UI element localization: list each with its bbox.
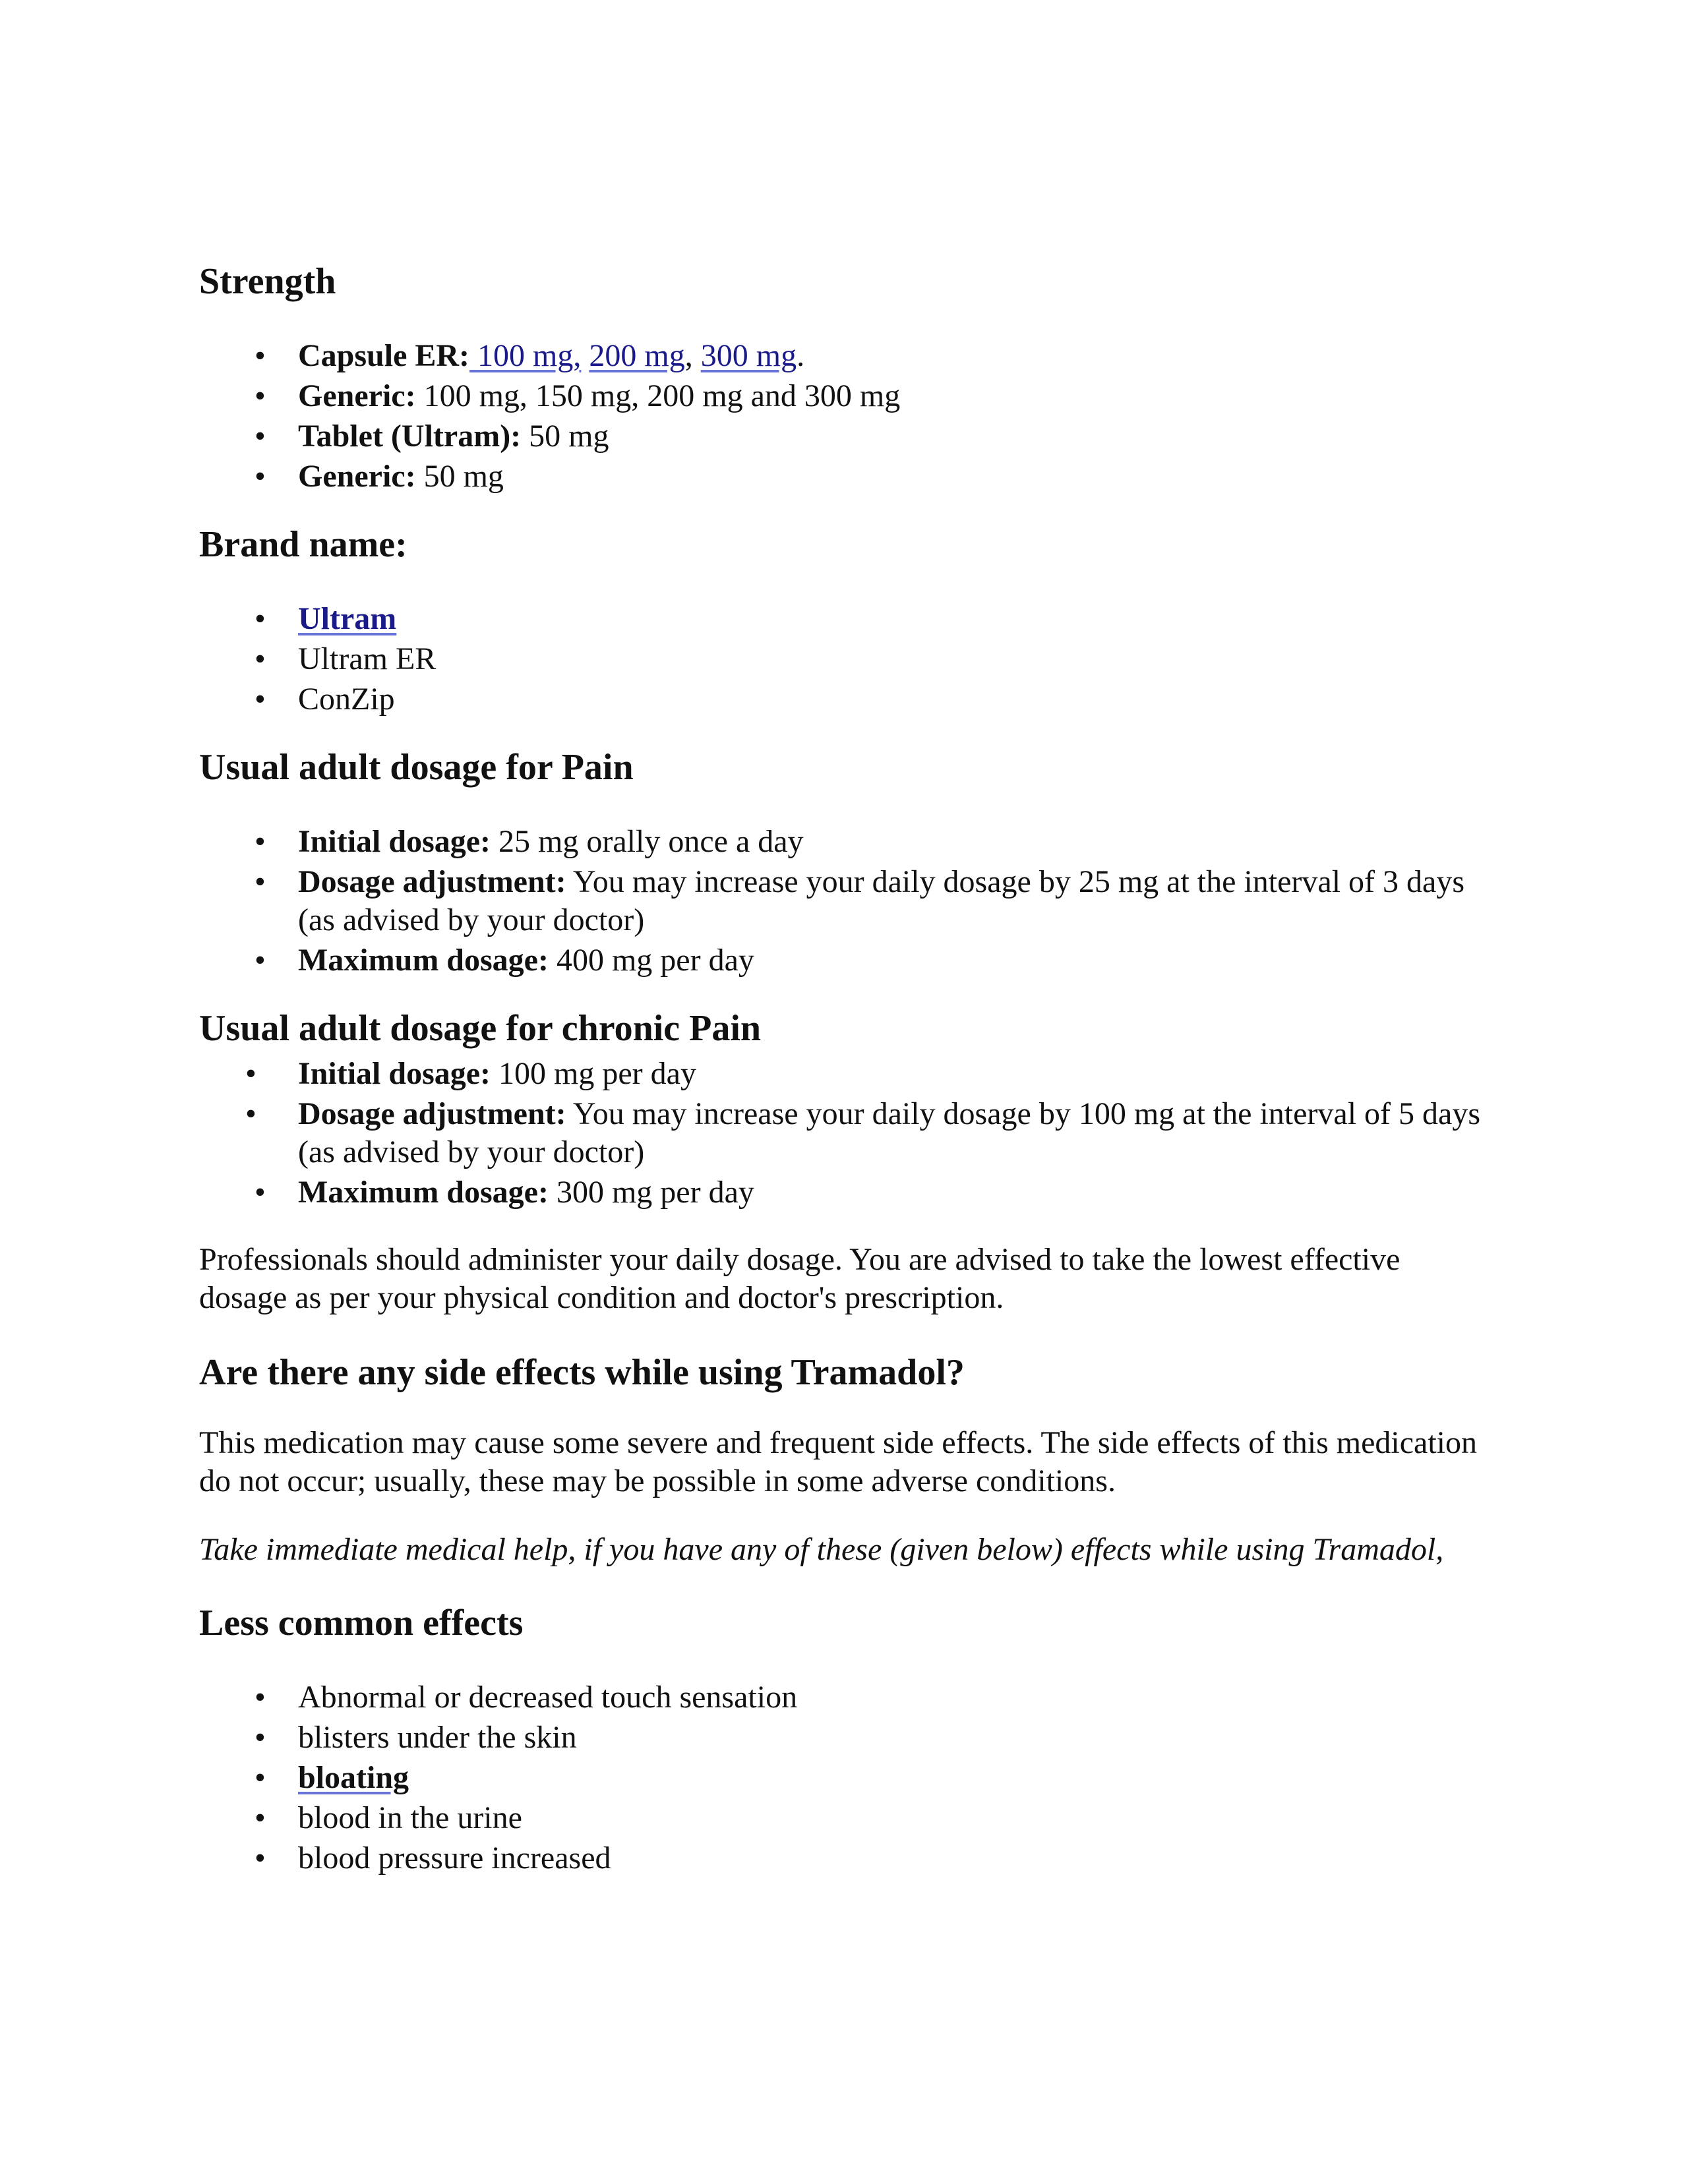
list-item bbox=[199, 1759, 1492, 1797]
item-label: Initial dosage: bbox=[298, 1056, 491, 1091]
bullet-icon: • bbox=[255, 1841, 266, 1875]
separator: , bbox=[684, 338, 701, 373]
list-item bbox=[199, 600, 1492, 638]
professionals-paragraph: Professionals should administer your daily dosage. You are advised to take the lowest effective dosage as per your physical condition and doctor's prescription. bbox=[199, 1242, 1401, 1315]
bullet-icon: • bbox=[255, 864, 266, 899]
item-text: Ultram ER bbox=[298, 641, 437, 676]
bullet-icon: • bbox=[245, 1096, 256, 1131]
list-item bbox=[199, 377, 1492, 415]
bullet-icon: • bbox=[245, 1056, 256, 1091]
bullet-icon: • bbox=[255, 459, 266, 494]
chronic-pain-dosage-heading: Usual adult dosage for chronic Pain bbox=[199, 1008, 762, 1049]
bullet-icon: • bbox=[255, 1175, 266, 1210]
list-item bbox=[199, 680, 1492, 719]
separator: . bbox=[797, 338, 805, 373]
list-item bbox=[199, 337, 1492, 375]
separator bbox=[581, 338, 589, 373]
item-label: Maximum dosage: bbox=[298, 943, 549, 978]
bullet-icon: • bbox=[255, 378, 266, 413]
less-common-effects-list bbox=[199, 1678, 1492, 1877]
link-100mg[interactable]: 100 mg, bbox=[469, 338, 582, 373]
item-label: Dosage adjustment: bbox=[298, 864, 566, 899]
bullet-icon: • bbox=[255, 1680, 266, 1715]
side-effects-paragraph: This medication may cause some severe and frequent side effects. The side effects of this medication do not occur; usually, these may be possible in some adverse conditions. bbox=[199, 1425, 1477, 1498]
document-page bbox=[199, 260, 1492, 1879]
list-item bbox=[199, 1719, 1492, 1757]
link-300mg[interactable]: 300 mg bbox=[700, 338, 797, 373]
item-label: Initial dosage: bbox=[298, 824, 491, 859]
list-item bbox=[199, 640, 1492, 678]
item-text: You may increase your daily dosage by 100 mg at the interval of 5 days (as advised by your doctor) bbox=[298, 1096, 1481, 1169]
list-item bbox=[199, 1839, 1492, 1877]
list-item bbox=[199, 457, 1492, 496]
pain-dosage-heading: Usual adult dosage for Pain bbox=[199, 747, 634, 788]
item-text: ConZip bbox=[298, 682, 395, 717]
item-label: Capsule ER: bbox=[298, 338, 470, 373]
item-text: You may increase your daily dosage by 25 mg at the interval of 3 days (as advised by your doctor) bbox=[298, 864, 1465, 937]
medical-help-note: Take immediate medical help, if you have any of these (given below) effects while using Tramadol, bbox=[199, 1532, 1444, 1567]
list-item bbox=[199, 1799, 1492, 1837]
bullet-icon: • bbox=[255, 601, 266, 636]
bullet-icon: • bbox=[255, 641, 266, 676]
item-label: Generic: bbox=[298, 378, 416, 413]
item-label: Maximum dosage: bbox=[298, 1175, 549, 1210]
item-text: 50 mg bbox=[521, 419, 609, 454]
item-text: 25 mg orally once a day bbox=[491, 824, 804, 859]
list-item bbox=[199, 1055, 1492, 1093]
bullet-icon: • bbox=[255, 1800, 266, 1835]
item-label: Generic: bbox=[298, 459, 416, 494]
bullet-icon: • bbox=[255, 338, 266, 373]
bullet-icon: • bbox=[255, 943, 266, 978]
link-bloating[interactable]: bloating bbox=[298, 1760, 409, 1795]
list-item bbox=[199, 1095, 1492, 1171]
list-item bbox=[199, 823, 1492, 861]
item-text: 100 mg per day bbox=[491, 1056, 696, 1091]
item-label: Tablet (Ultram): bbox=[298, 419, 522, 454]
item-text: 400 mg per day bbox=[548, 943, 754, 978]
list-item bbox=[199, 1173, 1492, 1212]
item-label: Dosage adjustment: bbox=[298, 1096, 566, 1131]
pain-dosage-list bbox=[199, 823, 1492, 980]
list-item bbox=[199, 417, 1492, 456]
chronic-pain-dosage-list bbox=[199, 1055, 1492, 1212]
link-200mg[interactable]: 200 mg bbox=[589, 338, 685, 373]
bullet-icon: • bbox=[255, 682, 266, 717]
bullet-icon: • bbox=[255, 1720, 266, 1755]
item-text: Abnormal or decreased touch sensation bbox=[298, 1680, 798, 1715]
link-ultram[interactable]: Ultram bbox=[298, 601, 397, 636]
brand-name-heading: Brand name: bbox=[199, 524, 407, 565]
bullet-icon: • bbox=[255, 824, 266, 859]
item-text: 50 mg bbox=[415, 459, 504, 494]
item-text: blood in the urine bbox=[298, 1800, 522, 1835]
strength-list bbox=[199, 337, 1492, 496]
less-common-effects-heading: Less common effects bbox=[199, 1603, 524, 1643]
strength-heading: Strength bbox=[199, 261, 336, 302]
list-item bbox=[199, 941, 1492, 980]
item-text: blisters under the skin bbox=[298, 1720, 577, 1755]
side-effects-heading: Are there any side effects while using Tramadol? bbox=[199, 1352, 965, 1393]
item-text: 100 mg, 150 mg, 200 mg and 300 mg bbox=[415, 378, 901, 413]
bullet-icon: • bbox=[255, 1760, 266, 1795]
item-text: 300 mg per day bbox=[548, 1175, 754, 1210]
list-item bbox=[199, 863, 1492, 939]
item-text: blood pressure increased bbox=[298, 1841, 611, 1875]
brand-list bbox=[199, 600, 1492, 719]
list-item bbox=[199, 1678, 1492, 1717]
bullet-icon: • bbox=[255, 419, 266, 454]
